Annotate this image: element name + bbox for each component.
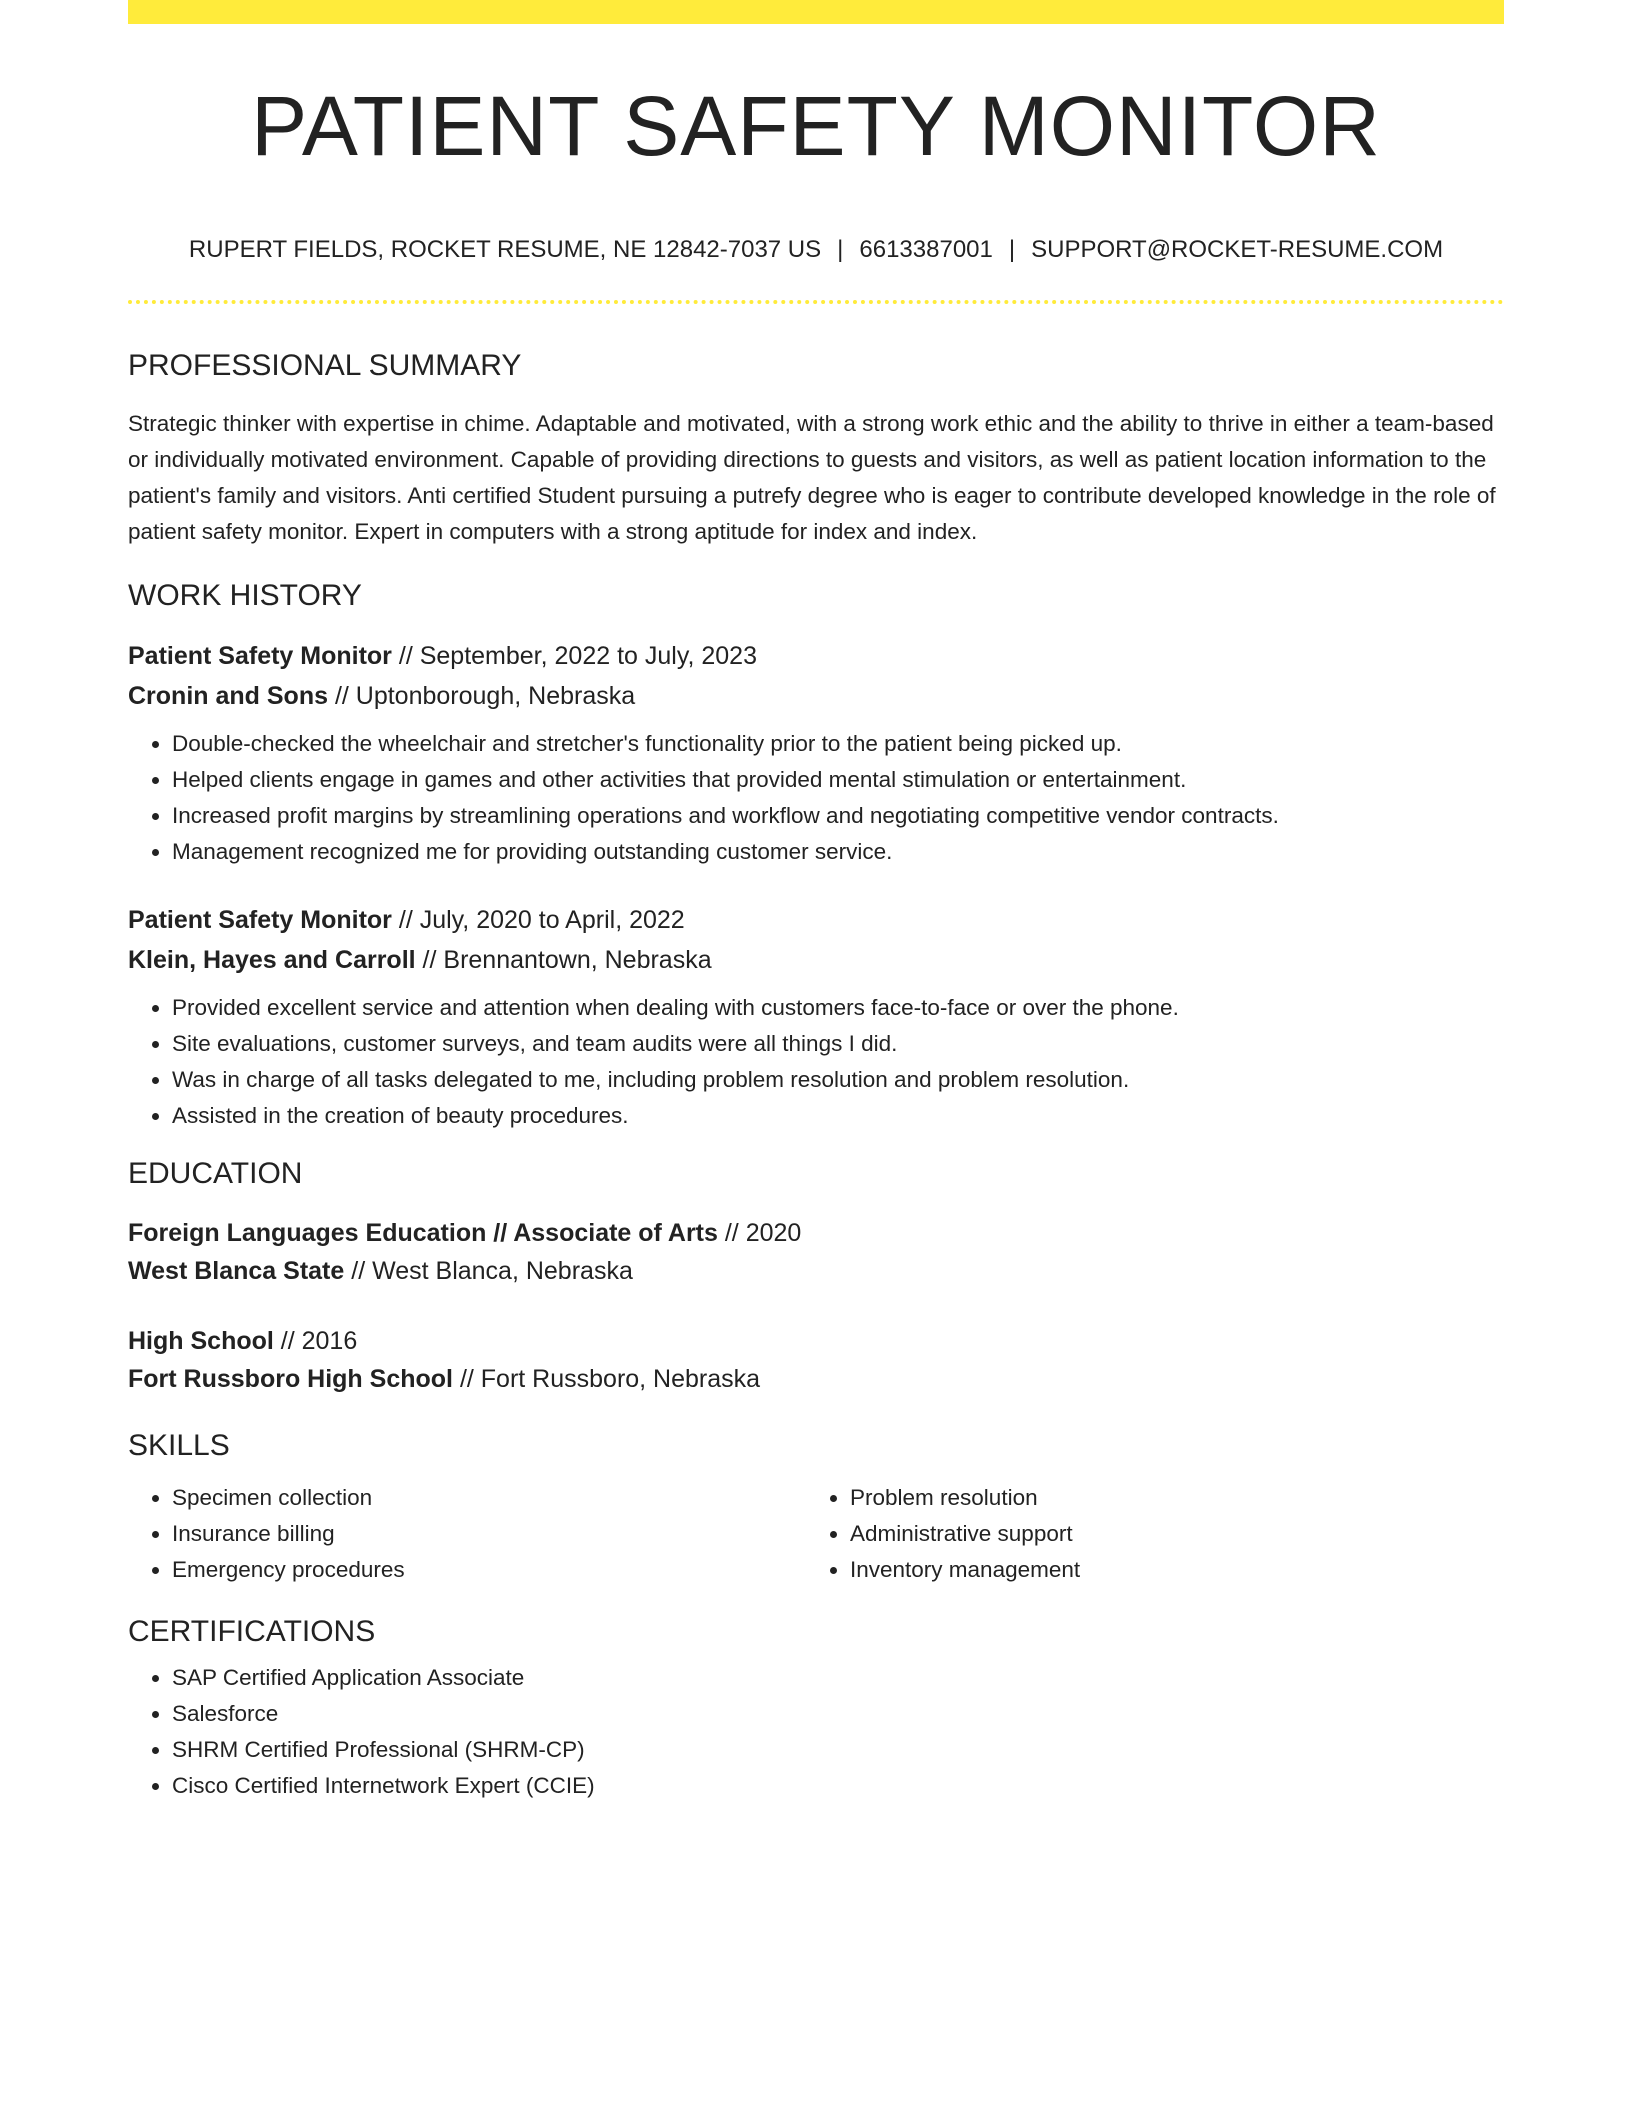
job-company-line [128,940,1504,980]
list-item: • Increased profit margins by streamlining operations and workflow and negotiating competitive vendor contracts. [172,798,1504,834]
list-item: • SHRM Certified Professional (SHRM-CP) [172,1732,1504,1768]
job-company-line [128,676,1504,716]
contact-email: SUPPORT@ROCKET-RESUME.COM [1031,236,1444,263]
education-degree: Foreign Languages Education // Associate of Arts [128,1219,718,1247]
education-location: // West Blanca, Nebraska [344,1257,633,1285]
education-location: // Fort Russboro, Nebraska [453,1365,761,1393]
list-item: • Cisco Certified Internetwork Expert (CCIE) [172,1768,1504,1804]
list-item: • Inventory management [850,1552,1484,1588]
education-school-line [128,1252,1504,1290]
contact-phone: 6613387001 [859,236,993,263]
list-item: • Helped clients engage in games and other activities that provided mental stimulation or entertainment. [172,762,1504,798]
job-company: Klein, Hayes and Carroll [128,946,416,974]
list-item: • Was in charge of all tasks delegated to me, including problem resolution and problem resolution. [172,1062,1504,1098]
job-dates: // September, 2022 to July, 2023 [391,642,757,670]
list-item: • SAP Certified Application Associate [172,1660,1504,1696]
job-role: Patient Safety Monitor [128,642,392,670]
section-title-education: EDUCATION [128,1157,303,1190]
resume-name: PATIENT SAFETY MONITOR [251,79,1381,173]
list-item: • Double-checked the wheelchair and stretcher's functionality prior to the patient being picked up. [172,726,1504,762]
education-entry [128,1322,1504,1398]
education-school: West Blanca State [128,1257,345,1285]
education-entry [128,1214,1504,1290]
resume-page [128,0,1504,1804]
job-title-line [128,636,1504,676]
education-degree-line [128,1214,1504,1252]
list-item: • Site evaluations, customer surveys, and team audits were all things I did. [172,1026,1504,1062]
job-title-line [128,900,1504,940]
list-item: • Salesforce [172,1696,1504,1732]
job-location: // Brennantown, Nebraska [415,946,712,974]
skills-grid [128,1480,1504,1588]
job-entry [128,900,1504,1134]
skills-column-left [128,1480,806,1588]
contact-separator: | [1008,236,1016,263]
job-location: // Uptonborough, Nebraska [328,682,636,710]
dotted-divider [128,300,1504,304]
list-item: • Management recognized me for providing outstanding customer service. [172,834,1504,870]
job-bullets [128,726,1504,870]
education-year: // 2020 [717,1219,802,1247]
education-school: Fort Russboro High School [128,1365,453,1393]
job-entry [128,636,1504,870]
education-year: // 2016 [273,1327,358,1355]
section-title-skills: SKILLS [128,1429,230,1462]
section-title-certifications: CERTIFICATIONS [128,1615,376,1648]
education-degree-line [128,1322,1504,1360]
education-school-line [128,1360,1504,1398]
job-company: Cronin and Sons [128,682,328,710]
contact-address: RUPERT FIELDS, ROCKET RESUME, NE 12842-7037 US [188,236,822,263]
skills-list [128,1480,806,1588]
certifications-list [128,1660,1504,1804]
summary-text: Strategic thinker with expertise in chime. Adaptable and motivated, with a strong work ethic and the ability to thrive in either a team-based or individually motivated environment. Capable of providing directions to guests and visitors, as well as patient location information to the patient's family and visitors. Anti certified Student pursuing a putrefy degree who is eager to contribute developed knowledge in the role of patient safety monitor. Expert in computers with a strong aptitude for index and index. [128,411,1496,544]
job-bullets [128,990,1504,1134]
list-item: • Administrative support [850,1516,1484,1552]
list-item: • Insurance billing [172,1516,806,1552]
accent-top-bar [128,0,1504,24]
section-title-summary: PROFESSIONAL SUMMARY [128,349,522,382]
list-item: • Specimen collection [172,1480,806,1516]
job-role: Patient Safety Monitor [128,906,392,934]
skills-column-right [806,1480,1484,1588]
skills-list [806,1480,1484,1588]
contact-separator: | [837,236,844,263]
section-title-work-history: WORK HISTORY [128,579,362,612]
list-item: • Emergency procedures [172,1552,806,1588]
list-item: • Problem resolution [850,1480,1484,1516]
job-dates: // July, 2020 to April, 2022 [391,906,685,934]
contact-line [128,236,1504,264]
list-item: • Assisted in the creation of beauty procedures. [172,1098,1504,1134]
list-item: • Provided excellent service and attention when dealing with customers face-to-face or over the phone. [172,990,1504,1026]
education-degree: High School [128,1327,274,1355]
